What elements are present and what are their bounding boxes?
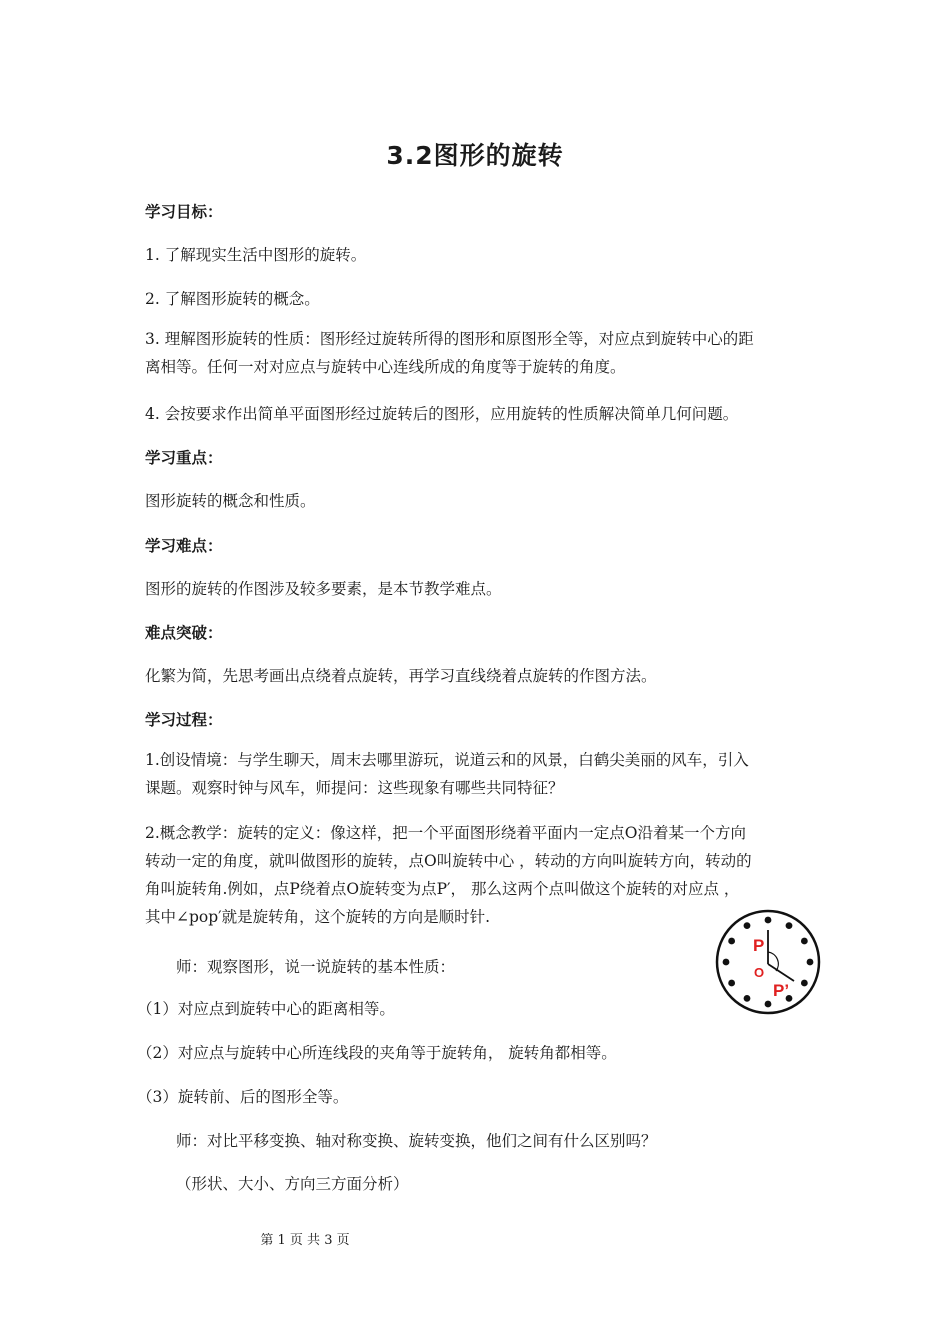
clock-hour-dot	[801, 980, 808, 987]
clock-hour-dot	[786, 922, 793, 929]
label-p: P	[753, 936, 765, 955]
key-points-text: 图形旋转的概念和性质。	[145, 492, 316, 510]
objective-4: 4. 会按要求作出简单平面图形经过旋转后的图形，应用旋转的性质解决简单几何问题。	[145, 405, 739, 423]
breakthrough-heading: 难点突破：	[145, 624, 223, 642]
clock-hour-dot	[744, 922, 751, 929]
objective-1: 1. 了解现实生活中图形的旋转。	[145, 246, 367, 264]
difficulties-text: 图形的旋转的作图涉及较多要素，是本节教学难点。	[145, 580, 502, 598]
objective-3-line-1: 3. 理解图形旋转的性质：图形经过旋转所得的图形和原图形全等，对应点到旋转中心的距	[145, 330, 754, 348]
clock-hour-dot	[801, 938, 808, 945]
clock-hour-dot	[728, 980, 735, 987]
objective-3	[145, 325, 810, 381]
page-title: 3.2图形的旋转	[386, 141, 564, 170]
clock-hour-dot	[765, 1001, 772, 1008]
property-2: （2）对应点与旋转中心所连线段的夹角等于旋转角， 旋转角都相等。	[137, 1044, 617, 1062]
process-step-1-line-2: 课题。观察时钟与风车，师提问：这些现象有哪些共同特征？	[145, 779, 564, 797]
teacher-remark-2: 师：对比平移变换、轴对称变换、旋转变换，他们之间有什么区别吗？	[176, 1132, 657, 1150]
property-1: （1）对应点到旋转中心的距离相等。	[137, 1000, 395, 1018]
analysis-hint: （形状、大小、方向三方面分析）	[176, 1175, 409, 1193]
clock-hour-dot	[744, 995, 751, 1002]
clock-hour-dot	[728, 938, 735, 945]
label-o: O	[754, 965, 765, 980]
process-step-2	[145, 819, 810, 931]
process-step-2-line-1: 2.概念教学：旋转的定义：像这样，把一个平面图形绕着平面内一定点O沿着某一个方向	[145, 824, 746, 842]
page-footer: 第 1 页 共 3 页	[260, 1233, 350, 1248]
process-step-2-line-3: 角叫旋转角.例如，点P绕着点O旋转变为点P′， 那么这两个点叫做这个旋转的对应点 ，	[145, 880, 740, 898]
process-step-1-line-1: 1.创设情境：与学生聊天，周末去哪里游玩，说道云和的风景，白鹤尖美丽的风车，引入	[145, 751, 749, 769]
process-step-2-line-4: 其中∠pop′就是旋转角，这个旋转的方向是顺时针.	[145, 908, 491, 926]
clock-hour-dot	[765, 917, 772, 924]
objective-2: 2. 了解图形旋转的概念。	[145, 290, 320, 308]
objectives-heading: 学习目标：	[145, 203, 223, 221]
teacher-remark-1: 师：观察图形，说一说旋转的基本性质：	[176, 958, 456, 976]
process-step-2-line-2: 转动一定的角度，就叫做图形的旋转，点O叫旋转中心 ，转动的方向叫旋转方向，转动的	[145, 852, 752, 870]
key-points-heading: 学习重点：	[145, 449, 223, 467]
property-3: （3）旋转前、后的图形全等。	[137, 1088, 349, 1106]
process-step-1	[145, 746, 810, 802]
process-heading: 学习过程：	[145, 711, 223, 729]
clock-hour-dot	[723, 959, 730, 966]
difficulties-heading: 学习难点：	[145, 537, 223, 555]
clock-rotation-figure	[714, 908, 822, 1016]
breakthrough-text: 化繁为简，先思考画出点绕着点旋转，再学习直线绕着点旋转的作图方法。	[145, 667, 657, 685]
clock-hour-dot	[807, 959, 814, 966]
label-p-prime: P’	[773, 981, 790, 1000]
objective-3-line-2: 离相等。任何一对对应点与旋转中心连线所成的角度等于旋转的角度。	[145, 358, 626, 376]
